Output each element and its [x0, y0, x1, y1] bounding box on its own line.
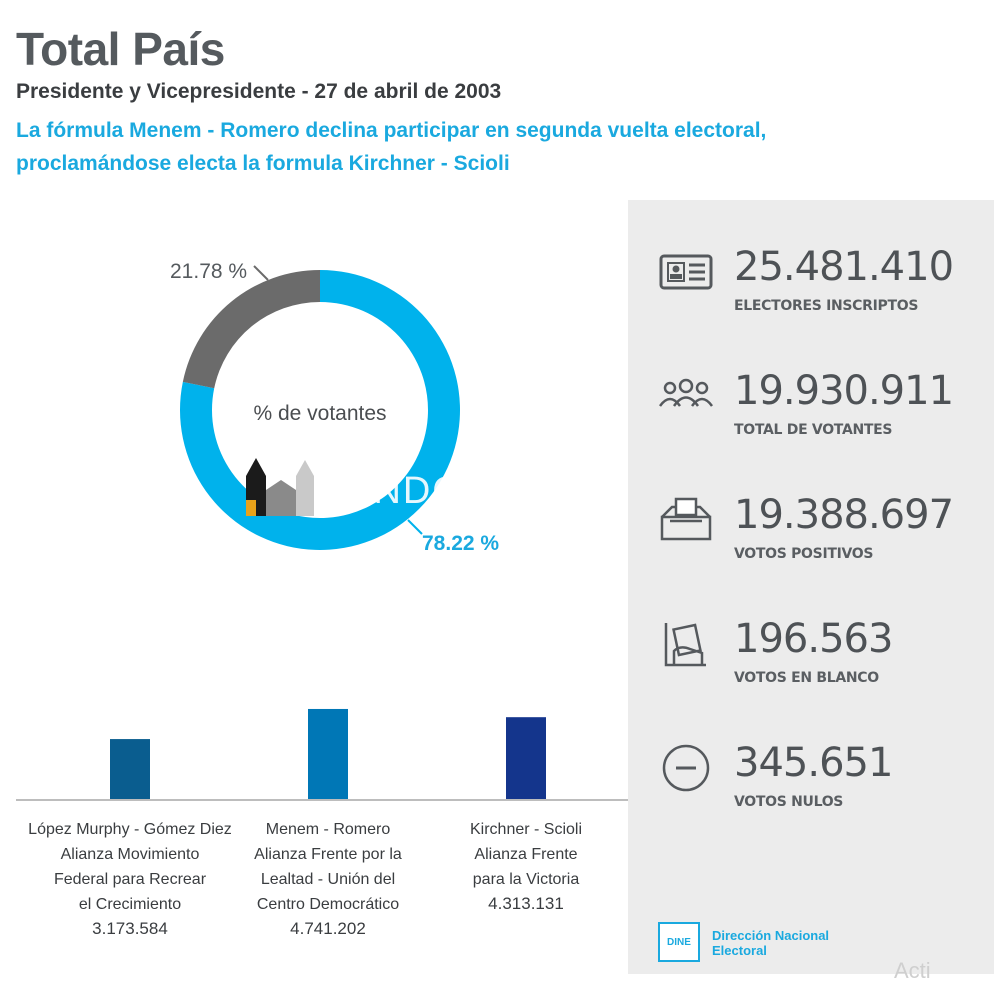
page-title: Total País: [16, 23, 225, 75]
bar-category-label: Alianza Frente por la: [254, 846, 402, 863]
bar-value-label: 4.741.202: [290, 919, 366, 938]
stat-value: 196.563: [734, 616, 893, 662]
bar-3: [506, 717, 546, 800]
turnout-donut-chart: [150, 240, 530, 570]
label-leader-not-voted: [254, 266, 268, 280]
bar-value-label: 3.173.584: [92, 919, 168, 938]
highlight-line-1: La fórmula Menem - Romero declina participar en segunda vuelta electoral,: [16, 119, 767, 142]
stat-label: VOTOS EN BLANCO: [734, 670, 879, 686]
stat-value: 25.481.410: [734, 244, 954, 290]
bar-1: [110, 739, 150, 800]
building-icon: [244, 456, 318, 518]
label-leader-voted: [408, 520, 422, 534]
bar-category-label: Federal para Recrear: [53, 871, 207, 888]
dine-logo-line-1: Dirección Nacional: [712, 928, 830, 943]
highlight-line-2: proclamándose electa la formula Kirchner - Scioli: [16, 152, 510, 175]
hand-ballot-icon: [658, 620, 714, 668]
bar-category-label: Lealtad - Unión del: [260, 871, 396, 888]
highlight-note: [16, 114, 976, 180]
bar-category-label: López Murphy - Gómez Diez: [28, 821, 232, 838]
bar-category-label: Alianza Frente: [474, 846, 578, 863]
page-subtitle: Presidente y Vicepresidente - 27 de abril de 2003: [16, 80, 502, 103]
dine-logo-text: [712, 928, 892, 958]
donut-center-label: % de votantes: [253, 402, 387, 425]
minus-circle-icon: [658, 744, 714, 792]
bar-category-label: Menem - Romero: [265, 821, 391, 838]
dine-logo-line-2: Electoral: [712, 943, 767, 958]
watermark: [244, 456, 784, 520]
bar-category-label: Kirchner - Scioli: [469, 821, 583, 838]
people-icon: [658, 372, 714, 420]
stat-value: 19.930.911: [734, 368, 954, 414]
bar-category-label: Centro Democrático: [256, 896, 400, 913]
bar-category-label: Alianza Movimiento: [60, 846, 200, 863]
stat-value: 19.388.697: [734, 492, 954, 538]
id-card-icon: [658, 248, 714, 296]
stat-value: 345.651: [734, 740, 893, 786]
stat-label: ELECTORES INSCRIPTOS: [734, 298, 919, 314]
stat-label: TOTAL DE VOTANTES: [734, 422, 893, 438]
watermark-text: UNDO TALLER: [344, 470, 629, 512]
corner-text: Acti: [894, 958, 931, 983]
dine-logo: [658, 918, 898, 964]
bar-category-label: para la Victoria: [472, 871, 580, 888]
candidates-bar-chart: [16, 690, 628, 950]
stat-label: VOTOS POSITIVOS: [734, 546, 874, 562]
bar-2: [308, 709, 348, 800]
bar-category-label: el Crecimiento: [78, 896, 182, 913]
slice-label-not-voted: 21.78 %: [170, 260, 248, 283]
donut-slice-not-voted: [183, 270, 320, 388]
stat-label: VOTOS NULOS: [734, 794, 844, 810]
slice-label-voted: 78.22 %: [422, 532, 500, 555]
bar-value-label: 4.313.131: [488, 894, 564, 913]
dine-logo-mark: DINE: [658, 922, 700, 962]
stats-panel: [628, 200, 994, 974]
